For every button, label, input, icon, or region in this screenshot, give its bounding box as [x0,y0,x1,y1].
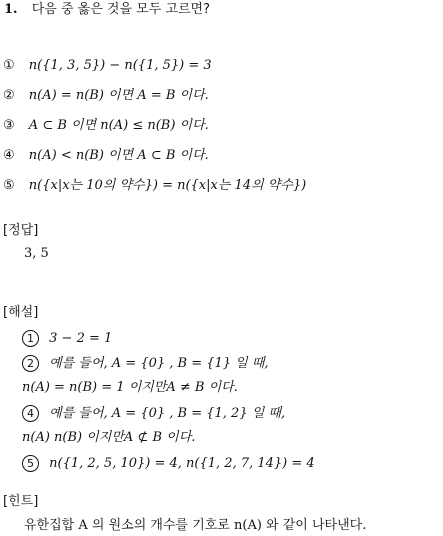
explanation-text: 예를 들어, A = {0} , B = {1, 2} 일 때, [49,406,286,421]
hint-label: [힌트] [3,494,39,509]
explanation-label: [해설] [3,305,39,320]
explanation-marker: 4 [22,405,39,422]
option-text: n(A) < n(B) 이면 A ⊂ B 이다. [28,148,209,163]
explanation-marker: 5 [22,455,39,472]
explanation-line-1 [22,330,112,347]
explanation-line-2 [22,355,269,372]
option-marker: ⑤ [3,178,15,193]
explanation-marker: 2 [22,355,39,372]
explanation-line-4 [22,405,285,422]
option-marker: ③ [3,118,15,133]
question-number: 1. [4,2,18,17]
option-text: A ⊂ B 이면 n(A) ≤ n(B) 이다. [28,118,209,133]
option-4 [3,148,209,164]
question-text: 다음 중 옳은 것을 모두 고르면? [31,2,210,17]
explanation-marker: 1 [22,330,39,347]
question-line [4,2,210,18]
option-marker: ① [3,58,15,73]
explanation-text: n({1, 2, 5, 10}) = 4, n({1, 2, 7, 14}) = 4 [49,456,315,471]
option-text: n({1, 3, 5}) − n({1, 5}) = 3 [28,58,212,73]
option-5 [3,178,306,194]
explanation-line-6 [22,455,315,472]
option-2 [3,88,209,104]
answer-value: 3, 5 [24,246,49,261]
answer-label: [정답] [3,223,39,238]
hint-text: 유한집합 A 의 원소의 개수를 기호로 n(A) 와 같이 나타낸다. [24,518,367,533]
option-text: n(A) = n(B) 이면 A = B 이다. [28,88,209,103]
explanation-text: 3 − 2 = 1 [49,331,113,346]
explanation-text: n(A) n(B) 이지만A ⊄ B 이다. [22,430,196,445]
explanation-line-3 [22,380,238,396]
option-marker: ② [3,88,15,103]
option-text: n({x|x는 10의 약수}) = n({x|x는 14의 약수}) [28,178,307,193]
option-marker: ④ [3,148,15,163]
explanation-text: 예를 들어, A = {0} , B = {1} 일 때, [49,356,269,371]
explanation-text: n(A) = n(B) = 1 이지만A ≠ B 이다. [22,380,238,395]
option-3 [3,118,209,134]
explanation-line-5 [22,430,195,446]
option-1 [3,58,212,74]
